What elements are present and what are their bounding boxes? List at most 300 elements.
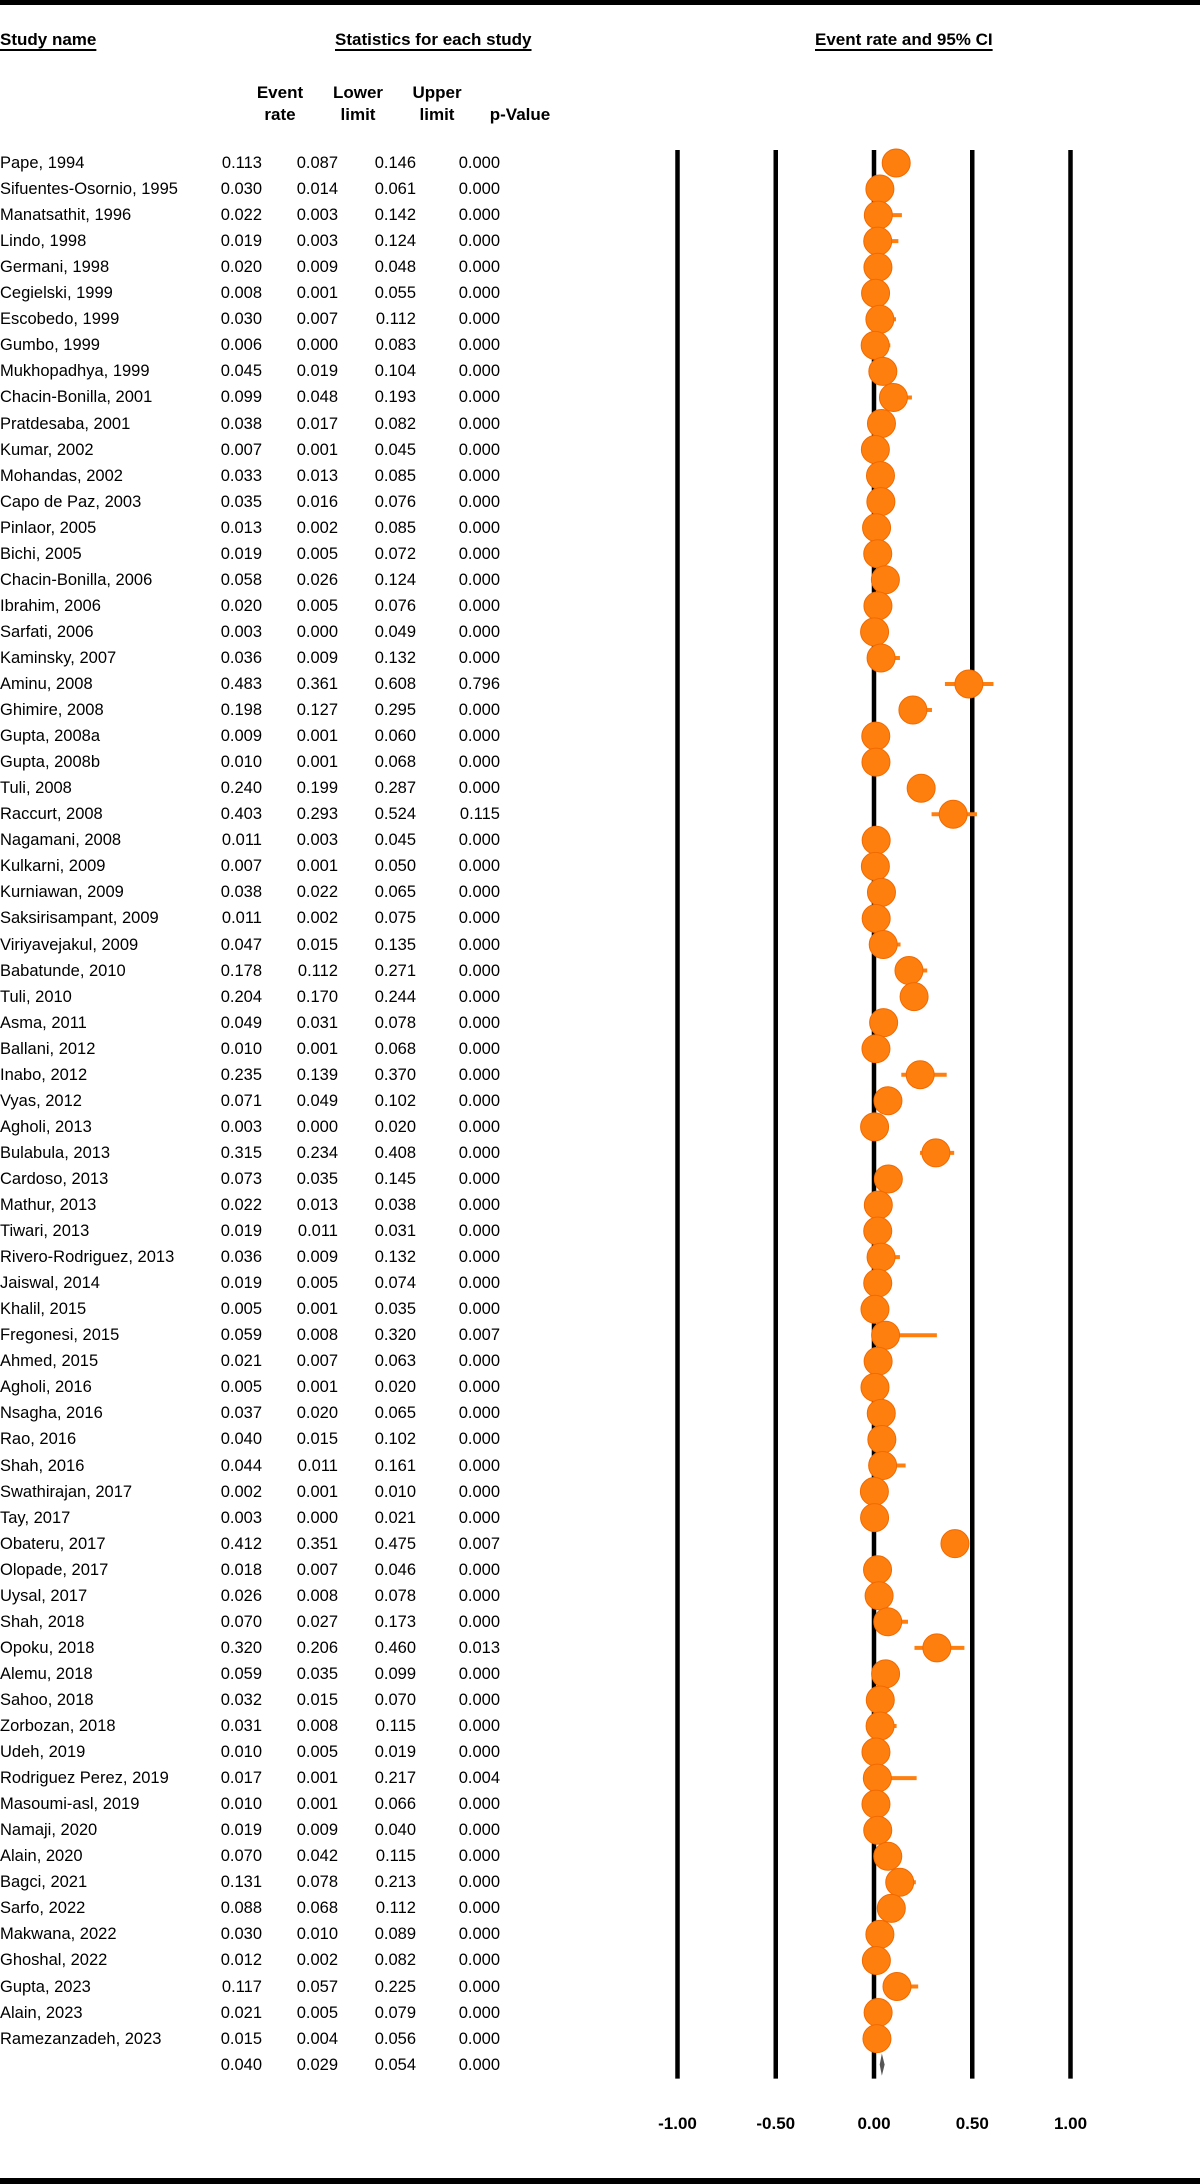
summary-diamond xyxy=(880,2054,885,2076)
study-name: Kumar, 2002 xyxy=(0,440,94,459)
event-rate-cell: 0.040 xyxy=(220,1430,262,1449)
study-name: Bulabula, 2013 xyxy=(0,1143,111,1162)
lower-limit-cell: 0.008 xyxy=(296,1717,338,1735)
study-name: Gupta, 2008a xyxy=(0,727,100,746)
point-estimate-marker xyxy=(861,331,889,359)
lower-limit-cell: 0.003 xyxy=(296,206,338,225)
event-rate-cell: 0.012 xyxy=(220,1951,262,1970)
point-estimate-marker xyxy=(874,1165,902,1193)
upper-limit-cell: 0.271 xyxy=(374,961,416,980)
lower-limit-cell: 0.001 xyxy=(296,1039,338,1058)
point-estimate-marker xyxy=(864,540,892,568)
p-value-cell: 0.000 xyxy=(458,336,500,355)
upper-limit-cell: 0.082 xyxy=(374,414,416,433)
p-value-header: p-Value xyxy=(489,105,551,124)
upper-limit-cell: 0.020 xyxy=(374,1117,416,1136)
p-value-cell: 0.000 xyxy=(458,1482,500,1501)
event-rate-cell: 0.113 xyxy=(221,154,262,172)
p-value-cell: 0.000 xyxy=(458,1300,500,1319)
statistics-header: Statistics for each study xyxy=(335,30,532,49)
study-name: Cegielski, 1999 xyxy=(0,284,113,303)
upper-limit-cell: 0.065 xyxy=(374,883,416,902)
study-name: Fregonesi, 2015 xyxy=(0,1326,120,1345)
p-value-cell: 0.000 xyxy=(458,206,500,225)
study-name: Gupta, 2008b xyxy=(0,753,100,772)
point-estimate-marker xyxy=(872,1321,900,1349)
upper-limit-cell: 0.115 xyxy=(375,1717,416,1735)
upper-limit-cell: 0.070 xyxy=(374,1690,416,1709)
p-value-cell: 0.000 xyxy=(458,1169,500,1188)
point-estimate-marker xyxy=(939,800,967,828)
p-value-cell: 0.000 xyxy=(458,1743,500,1762)
lower-limit-cell: 0.026 xyxy=(296,570,338,589)
event-rate-cell: 0.020 xyxy=(220,596,262,615)
upper-limit-cell: 0.320 xyxy=(374,1326,416,1345)
p-value-cell: 0.000 xyxy=(458,701,500,720)
study-name: Alain, 2020 xyxy=(0,1847,83,1866)
lower-limit-cell: 0.029 xyxy=(296,2055,338,2074)
event-rate-cell: 0.010 xyxy=(220,1795,262,1814)
lower-limit-cell: 0.003 xyxy=(296,232,338,251)
point-estimate-marker xyxy=(872,1660,900,1688)
event-rate-cell: 0.403 xyxy=(220,805,262,824)
p-value-cell: 0.000 xyxy=(458,1222,500,1241)
event-rate-cell: 0.018 xyxy=(220,1560,262,1579)
study-name: Makwana, 2022 xyxy=(0,1925,117,1944)
study-name: Udeh, 2019 xyxy=(0,1743,86,1762)
event-rate-cell: 0.019 xyxy=(220,232,262,251)
p-value-cell: 0.000 xyxy=(458,596,500,615)
study-name: Pinlaor, 2005 xyxy=(0,518,97,537)
lower-limit-cell: 0.011 xyxy=(297,1222,338,1241)
study-name: Babatunde, 2010 xyxy=(0,961,126,980)
point-estimate-marker xyxy=(868,1425,896,1453)
upper-limit-cell: 0.193 xyxy=(374,388,416,407)
p-value-cell: 0.000 xyxy=(458,1248,500,1267)
event-rate-cell: 0.240 xyxy=(220,779,262,798)
p-value-cell: 0.000 xyxy=(458,570,500,589)
point-estimate-marker xyxy=(867,644,895,672)
event-rate-cell: 0.038 xyxy=(220,414,262,433)
upper-limit-cell: 0.055 xyxy=(374,284,416,303)
p-value-cell: 0.000 xyxy=(458,180,500,199)
lower-limit-cell: 0.027 xyxy=(296,1612,338,1631)
study-name: Sifuentes-Osornio, 1995 xyxy=(0,180,178,199)
p-value-cell: 0.000 xyxy=(458,154,500,172)
point-estimate-marker xyxy=(862,1946,890,1974)
study-name: Shah, 2018 xyxy=(0,1612,85,1631)
event-rate-cell: 0.011 xyxy=(221,831,262,850)
event-rate-cell: 0.033 xyxy=(220,466,262,485)
p-value-cell: 0.000 xyxy=(458,518,500,537)
study-name: Raccurt, 2008 xyxy=(0,805,103,824)
lower-limit-cell: 0.007 xyxy=(296,1352,338,1371)
event-rate-cell: 0.003 xyxy=(220,1117,262,1136)
event-rate-cell: 0.099 xyxy=(220,388,262,407)
point-estimate-marker xyxy=(862,826,890,854)
p-value-cell: 0.000 xyxy=(458,284,500,303)
study-name: Chacin-Bonilla, 2006 xyxy=(0,570,153,589)
study-name: Tuli, 2010 xyxy=(0,987,72,1006)
x-tick-label: -0.50 xyxy=(756,2114,796,2133)
event-rate-cell: 0.320 xyxy=(220,1638,262,1657)
p-value-cell: 0.000 xyxy=(458,414,500,433)
point-estimate-marker xyxy=(923,1634,951,1662)
upper-limit-cell: 0.010 xyxy=(374,1482,416,1501)
p-value-cell: 0.000 xyxy=(458,1586,500,1605)
lower-limit-cell: 0.112 xyxy=(297,961,338,980)
p-value-cell: 0.000 xyxy=(458,2029,500,2048)
study-name: Alemu, 2018 xyxy=(0,1664,93,1683)
lower-limit-cell: 0.004 xyxy=(296,2029,338,2048)
lower-limit-cell: 0.001 xyxy=(296,1795,338,1814)
p-value-cell: 0.000 xyxy=(458,1091,500,1110)
study-name: Bagci, 2021 xyxy=(0,1873,88,1892)
lower-limit-cell: 0.048 xyxy=(296,388,338,407)
lower-limit-cell: 0.016 xyxy=(296,492,338,511)
study-name: Khalil, 2015 xyxy=(0,1300,87,1319)
point-estimate-marker xyxy=(861,618,889,646)
event-rate-cell: 0.070 xyxy=(220,1612,262,1631)
study-name: Zorbozan, 2018 xyxy=(0,1717,116,1735)
point-estimate-marker xyxy=(864,201,892,229)
p-value-cell: 0.000 xyxy=(458,1378,500,1397)
upper-limit-cell: 0.112 xyxy=(375,310,416,329)
study-name: Alain, 2023 xyxy=(0,2003,83,2022)
study-name: Namaji, 2020 xyxy=(0,1821,98,1840)
study-name: Sarfo, 2022 xyxy=(0,1899,86,1918)
p-value-cell: 0.000 xyxy=(458,1717,500,1735)
study-name: Capo de Paz, 2003 xyxy=(0,492,142,511)
event-rate-cell: 0.483 xyxy=(220,675,262,693)
point-estimate-marker xyxy=(869,1452,897,1480)
lower-limit-cell: 0.005 xyxy=(296,544,338,563)
study-name: Manatsathit, 1996 xyxy=(0,206,132,225)
lower-limit-cell: 0.001 xyxy=(296,753,338,772)
lower-limit-cell: 0.009 xyxy=(296,1248,338,1267)
p-value-cell: 0.000 xyxy=(458,362,500,381)
p-value-cell: 0.000 xyxy=(458,1873,500,1892)
upper-limit-cell: 0.132 xyxy=(374,648,416,667)
p-value-cell: 0.000 xyxy=(458,987,500,1006)
event-rate-cell: 0.019 xyxy=(220,1274,262,1293)
point-estimate-marker xyxy=(864,1191,892,1219)
p-value-cell: 0.000 xyxy=(458,1508,500,1527)
study-name: Saksirisampant, 2009 xyxy=(0,909,159,928)
upper-limit-cell: 0.045 xyxy=(374,440,416,459)
lower-limit-cell: 0.361 xyxy=(296,675,338,693)
study-name: Escobedo, 1999 xyxy=(0,310,120,329)
event-rate-cell: 0.036 xyxy=(220,648,262,667)
event-rate-cell: 0.021 xyxy=(220,2003,262,2022)
upper-limit-cell: 0.115 xyxy=(375,1847,416,1866)
point-estimate-marker xyxy=(864,592,892,620)
lower-limit-cell: 0.049 xyxy=(296,1091,338,1110)
event-rate-cell: 0.058 xyxy=(220,570,262,589)
study-name: Asma, 2011 xyxy=(0,1013,87,1032)
study-name: Tay, 2017 xyxy=(0,1508,71,1527)
p-value-cell: 0.000 xyxy=(458,2003,500,2022)
study-name: Aminu, 2008 xyxy=(0,675,93,693)
point-estimate-marker xyxy=(866,1920,894,1948)
upper-limit-cell: 0.040 xyxy=(374,1821,416,1840)
lower-limit-cell: 0.005 xyxy=(296,1743,338,1762)
upper-limit-cell: 0.038 xyxy=(374,1196,416,1214)
lower-limit-cell: 0.010 xyxy=(296,1925,338,1944)
p-value-cell: 0.000 xyxy=(458,1404,500,1423)
lower-limit-header-line2: limit xyxy=(340,105,376,124)
point-estimate-marker xyxy=(866,1686,894,1714)
study-name: Cardoso, 2013 xyxy=(0,1169,109,1188)
p-value-cell: 0.000 xyxy=(458,1430,500,1449)
plot-header: Event rate and 95% CI xyxy=(815,30,993,49)
event-rate-cell: 0.131 xyxy=(220,1873,262,1892)
p-value-cell: 0.000 xyxy=(458,1951,500,1970)
study-name: Olopade, 2017 xyxy=(0,1560,109,1579)
study-name: Shah, 2016 xyxy=(0,1456,85,1475)
event-rate-cell: 0.070 xyxy=(220,1847,262,1866)
study-name: Uysal, 2017 xyxy=(0,1586,88,1605)
event-rate-cell: 0.007 xyxy=(220,857,262,876)
point-estimate-marker xyxy=(864,253,892,281)
lower-limit-cell: 0.001 xyxy=(296,1769,338,1788)
event-rate-cell: 0.002 xyxy=(220,1482,262,1501)
p-value-cell: 0.000 xyxy=(458,1065,500,1084)
lower-limit-cell: 0.001 xyxy=(296,440,338,459)
lower-limit-cell: 0.001 xyxy=(296,284,338,303)
lower-limit-cell: 0.078 xyxy=(296,1873,338,1892)
point-estimate-marker xyxy=(863,2025,891,2053)
study-name: Agholi, 2016 xyxy=(0,1378,92,1397)
upper-limit-cell: 0.049 xyxy=(374,622,416,641)
point-estimate-marker xyxy=(900,983,928,1011)
lower-limit-cell: 0.234 xyxy=(296,1143,338,1162)
upper-limit-cell: 0.065 xyxy=(374,1404,416,1423)
point-estimate-marker xyxy=(864,1556,892,1584)
point-estimate-marker xyxy=(906,1061,934,1089)
study-name: Swathirajan, 2017 xyxy=(0,1482,133,1501)
lower-limit-cell: 0.001 xyxy=(296,1482,338,1501)
point-estimate-marker xyxy=(865,1582,893,1610)
upper-limit-cell: 0.021 xyxy=(374,1508,416,1527)
upper-limit-cell: 0.608 xyxy=(374,675,416,693)
x-tick-label: 0.00 xyxy=(857,2114,891,2133)
p-value-cell: 0.000 xyxy=(458,1196,500,1214)
point-estimate-marker xyxy=(874,1842,902,1870)
study-name: Rodriguez Perez, 2019 xyxy=(0,1769,169,1788)
event-rate-cell: 0.010 xyxy=(220,753,262,772)
p-value-cell: 0.000 xyxy=(458,492,500,511)
upper-limit-cell: 0.089 xyxy=(374,1925,416,1944)
upper-limit-cell: 0.475 xyxy=(374,1534,416,1553)
upper-limit-cell: 0.112 xyxy=(375,1899,416,1918)
p-value-cell: 0.000 xyxy=(458,753,500,772)
event-rate-header-line1: Event xyxy=(256,83,304,102)
event-rate-cell: 0.235 xyxy=(220,1065,262,1084)
study-name: Sahoo, 2018 xyxy=(0,1690,94,1709)
lower-limit-cell: 0.206 xyxy=(296,1638,338,1657)
point-estimate-marker xyxy=(861,852,889,880)
event-rate-cell: 0.049 xyxy=(220,1013,262,1032)
upper-limit-cell: 0.225 xyxy=(374,1977,416,1996)
lower-limit-cell: 0.007 xyxy=(296,1560,338,1579)
p-value-cell: 0.000 xyxy=(458,2055,500,2074)
point-estimate-marker xyxy=(886,1868,914,1896)
point-estimate-marker xyxy=(864,1269,892,1297)
event-rate-cell: 0.198 xyxy=(220,701,262,720)
upper-limit-cell: 0.102 xyxy=(374,1430,416,1449)
study-name: Ahmed, 2015 xyxy=(0,1352,99,1371)
lower-limit-cell: 0.001 xyxy=(296,727,338,746)
lower-limit-cell: 0.002 xyxy=(296,518,338,537)
p-value-cell: 0.000 xyxy=(458,1925,500,1944)
event-rate-cell: 0.011 xyxy=(221,909,262,928)
event-rate-cell: 0.022 xyxy=(220,206,262,225)
point-estimate-marker xyxy=(866,462,894,490)
upper-limit-cell: 0.048 xyxy=(374,258,416,277)
event-rate-cell: 0.019 xyxy=(220,544,262,563)
x-tick-label: 1.00 xyxy=(1053,2114,1088,2133)
study-name: Ghoshal, 2022 xyxy=(0,1951,108,1970)
study-name-header: Study name xyxy=(0,30,97,49)
event-rate-cell: 0.019 xyxy=(220,1222,262,1241)
lower-limit-cell: 0.008 xyxy=(296,1326,338,1345)
study-name: Kulkarni, 2009 xyxy=(0,857,106,876)
lower-limit-cell: 0.068 xyxy=(296,1899,338,1918)
point-estimate-marker xyxy=(862,748,890,776)
event-rate-cell: 0.037 xyxy=(220,1404,262,1423)
event-rate-cell: 0.010 xyxy=(220,1039,262,1058)
upper-limit-cell: 0.019 xyxy=(374,1743,416,1762)
upper-limit-cell: 0.076 xyxy=(374,492,416,511)
upper-limit-cell: 0.078 xyxy=(374,1586,416,1605)
lower-limit-cell: 0.015 xyxy=(296,935,338,954)
p-value-cell: 0.000 xyxy=(458,1117,500,1136)
p-value-cell: 0.000 xyxy=(458,1690,500,1709)
study-name: Rivero-Rodriguez, 2013 xyxy=(0,1248,175,1267)
upper-limit-cell: 0.031 xyxy=(374,1222,416,1241)
study-name: Kaminsky, 2007 xyxy=(0,648,117,667)
lower-limit-cell: 0.293 xyxy=(296,805,338,824)
lower-limit-cell: 0.002 xyxy=(296,1951,338,1970)
upper-limit-cell: 0.083 xyxy=(374,336,416,355)
upper-limit-cell: 0.078 xyxy=(374,1013,416,1032)
point-estimate-marker xyxy=(862,279,890,307)
lower-limit-cell: 0.042 xyxy=(296,1847,338,1866)
p-value-cell: 0.000 xyxy=(458,1612,500,1631)
point-estimate-marker xyxy=(864,1217,892,1245)
p-value-cell: 0.004 xyxy=(458,1769,500,1788)
upper-limit-cell: 0.287 xyxy=(374,779,416,798)
study-name: Masoumi-asl, 2019 xyxy=(0,1795,140,1814)
p-value-cell: 0.000 xyxy=(458,258,500,277)
point-estimate-marker xyxy=(867,1399,895,1427)
lower-limit-cell: 0.035 xyxy=(296,1169,338,1188)
upper-limit-cell: 0.145 xyxy=(374,1169,416,1188)
lower-limit-cell: 0.009 xyxy=(296,648,338,667)
lower-limit-cell: 0.035 xyxy=(296,1664,338,1683)
p-value-cell: 0.000 xyxy=(458,544,500,563)
upper-limit-cell: 0.068 xyxy=(374,753,416,772)
upper-limit-cell: 0.135 xyxy=(374,935,416,954)
study-name: Obateru, 2017 xyxy=(0,1534,106,1553)
upper-limit-cell: 0.524 xyxy=(374,805,416,824)
upper-limit-cell: 0.076 xyxy=(374,596,416,615)
p-value-cell: 0.000 xyxy=(458,1039,500,1058)
p-value-cell: 0.000 xyxy=(458,857,500,876)
point-estimate-marker xyxy=(866,175,894,203)
p-value-cell: 0.000 xyxy=(458,1664,500,1683)
point-estimate-marker xyxy=(882,149,910,177)
event-rate-cell: 0.117 xyxy=(221,1977,262,1996)
lower-limit-cell: 0.014 xyxy=(296,180,338,199)
event-rate-cell: 0.007 xyxy=(220,440,262,459)
lower-limit-cell: 0.019 xyxy=(296,362,338,381)
p-value-cell: 0.007 xyxy=(458,1326,500,1345)
event-rate-cell: 0.022 xyxy=(220,1196,262,1214)
event-rate-cell: 0.036 xyxy=(220,1248,262,1267)
event-rate-header-line2: rate xyxy=(264,105,296,124)
point-estimate-marker xyxy=(871,566,899,594)
p-value-cell: 0.000 xyxy=(458,779,500,798)
upper-limit-cell: 0.124 xyxy=(374,232,416,251)
p-value-cell: 0.000 xyxy=(458,1013,500,1032)
study-name: Bichi, 2005 xyxy=(0,544,82,563)
upper-limit-cell: 0.173 xyxy=(374,1612,416,1631)
upper-limit-cell: 0.132 xyxy=(374,1248,416,1267)
lower-limit-cell: 0.001 xyxy=(296,857,338,876)
upper-limit-cell: 0.063 xyxy=(374,1352,416,1371)
upper-limit-cell: 0.082 xyxy=(374,1951,416,1970)
event-rate-cell: 0.030 xyxy=(220,310,262,329)
event-rate-cell: 0.412 xyxy=(220,1534,262,1553)
point-estimate-marker xyxy=(862,722,890,750)
event-rate-cell: 0.006 xyxy=(220,336,262,355)
lower-limit-cell: 0.127 xyxy=(296,701,338,720)
upper-limit-cell: 0.244 xyxy=(374,987,416,1006)
point-estimate-marker xyxy=(866,305,894,333)
lower-limit-cell: 0.000 xyxy=(296,1117,338,1136)
upper-limit-cell: 0.085 xyxy=(374,466,416,485)
point-estimate-marker xyxy=(862,904,890,932)
event-rate-cell: 0.059 xyxy=(220,1664,262,1683)
event-rate-cell: 0.315 xyxy=(220,1143,262,1162)
lower-limit-cell: 0.001 xyxy=(296,1300,338,1319)
upper-limit-cell: 0.161 xyxy=(374,1456,416,1475)
lower-limit-cell: 0.013 xyxy=(296,466,338,485)
point-estimate-marker xyxy=(877,1894,905,1922)
study-name: Chacin-Bonilla, 2001 xyxy=(0,388,153,407)
x-tick-label: 0.50 xyxy=(955,2114,989,2133)
point-estimate-marker xyxy=(864,1347,892,1375)
p-value-cell: 0.000 xyxy=(458,1821,500,1840)
upper-limit-cell: 0.099 xyxy=(374,1664,416,1683)
lower-limit-cell: 0.015 xyxy=(296,1430,338,1449)
point-estimate-marker xyxy=(870,1009,898,1037)
lower-limit-cell: 0.199 xyxy=(296,779,338,798)
event-rate-cell: 0.038 xyxy=(220,883,262,902)
p-value-cell: 0.000 xyxy=(458,622,500,641)
point-estimate-marker xyxy=(867,878,895,906)
event-rate-cell: 0.040 xyxy=(220,2055,262,2074)
upper-limit-cell: 0.050 xyxy=(374,857,416,876)
study-name: Opoku, 2018 xyxy=(0,1638,95,1657)
point-estimate-marker xyxy=(864,1816,892,1844)
p-value-cell: 0.000 xyxy=(458,1560,500,1579)
point-estimate-marker xyxy=(867,488,895,516)
event-rate-cell: 0.030 xyxy=(220,180,262,199)
study-name: Pratdesaba, 2001 xyxy=(0,414,131,433)
